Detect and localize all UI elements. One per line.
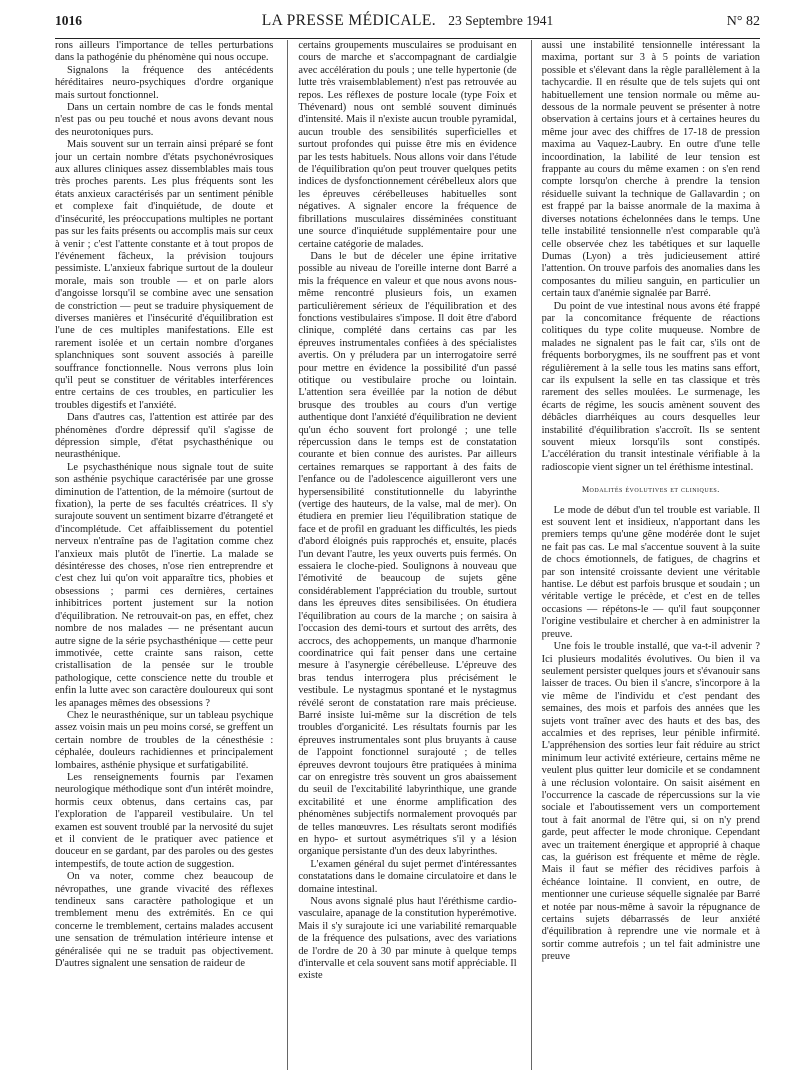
journal-title (175, 12, 640, 30)
paragraph: On va noter, comme chez beaucoup de névropathes, une grande vivacité des réflexes tendineux sans caractère pathologique et un tremblement menu des extrémités. En ce qui concerne le tremblement, certains malades accusent une sensation de trémulation intérieure intense et généralisée qui ne se traduit pas objectivement. D'autres signalent une sensation de raideur de (55, 871, 274, 970)
paragraph: aussi une instabilité tensionnelle intéressant la maxima, portant sur 3 à 5 points de variation possible et s'élevant dans la règle parallèlement à la tachycardie. Il en résulte que de tels sujets qui ont habituellement une tension normale ou même au-dessous de la normale peuvent se présenter à notre observation à certains jours et à certaines heures du même jour avec des chiffres de 17-18 de pression maxima au Vaquez-Laubry. En outre d'une telle incoordination, la labilité de leur tension est frappante au cours du même examen : on s'en rend compte lorsqu'on cherche à prendre la tension résiduelle suivant la technique de Gallavardin ; on est frappé par la baisse anormale de la maxima à diverses notations échelonnées dans le temps. Une telle instabilité tensionnelle n'est comparable qu'à celle observée chez les tabétiques et sur laquelle Dumas (Lyon) a très judicieusement attiré l'attention. On trouve parfois des anomalies dans les composantes du milieu sanguin, en particulier un certain taux d'anémie signalée par Barré. (541, 40, 760, 300)
issue-date: 23 Septembre 1941 (448, 13, 554, 28)
paragraph: Le psychasthénique nous signale tout de suite son asthénie psychique caractérisée par une grosse diminution de l'attention, de la mémoire (surtout de fixation), la perte de ses facultés créatrices. Il s'y surajoute souvent un sentiment bizarre d'étrangeté et d'incomplétude. Cet affaiblissement du potentiel nerveux n'entraîne pas de l'agitation comme chez l'anxieux mais plutôt de l'inertie. La malade se désintéresse des choses, n'ose rien entreprendre et c'est chez lui qu'on voit apparaître tics, phobies et obsessions ; parmi ces dernières, certaines inhibitrices portent justement sur la notion d'équilibration. Ne retrouvait-on pas, en effet, chez nombre de nos malades — ne présentant aucun autre signe de la série psychasthénique — cette peur immotivée, cette crainte sans raison, cette cristallisation de la pensée sur le trouble pathologique, cette conscience nette du trouble et enfin la lutte avec son caractère douloureux qui sont les apanages mêmes des obsessions ? (55, 461, 274, 709)
paragraph: Dans le but de déceler une épine irritative possible au niveau de l'oreille interne dont Barré a mis la fréquence en valeur et que nous avons nous-même rencontré plusieurs fois, un examen particulièrement sérieux de l'équilibration et des fonctions vestibulaires s'impose. Il doit être d'abord clinique, complété dans certains cas par les épreuves instrumentales confiées à des spécialistes avertis. On y préludera par un interrogatoire serré pour mettre en évidence la possibilité d'un passé otitique ou vestibulaire proche ou lointain. L'attention sera éveillée par la notion de début brusque des troubles au cours d'un vertige authentique dont l'anxiété d'équilibration ne devient qu'un écho souvent fort prolongé ; une telle répercussion dans le temps est de constatation courante et bien connue des auristes. Par ailleurs certaines remarques se rapportant à des faits de l'enfance ou de l'adolescence aiguilleront vers une hypersensibilité constitutionnelle du labyrinthe (vertige des hauteurs, de la valse, mal de mer). On étudiera en premier lieu l'équilibration statique de face et de profil en graduant les difficultés, les pieds d'abord éloignés puis rapprochés et, ensuite, placés l'un devant l'autre, les yeux ouverts puis fermés. On essaiera le cloche-pied. Soulignons à nouveau que l'émotivité de beaucoup de sujets gêne considérablement l'appréciation du trouble, surtout dans les épreuves dites sensibilisées. On étudiera l'équilibration au cours de la marche ; on saisira à l'occasion des demi-tours et surtout des arrêts, des accrocs, des achoppements, un manque d'harmonie coordinatrice qui fait penser dans une certaine mesure à l'asynergie cérébelleuse. L'épreuve des bras tendus interrogera plus précisément le vestibule. Le nystagmus spontané et le nystagmus révélé seront de constatation rare mais précieuse. Barré insiste lui-même sur la discrétion de tels troubles d'organicité. Les résultats fournis par les épreuves instrumentales sont plus bruyants à cause de l'appoint fonctionnel surajouté ; de telles épreuves devront toujours être pratiquées à minima car on enregistre très souvent un gros abaissement du seuil de l'excitabilité labyrinthique, une grande excitabilité et une énorme amplification des phénomènes subjectifs normalement provoqués par de telles manœuvres. Les résultats seront modifiés en hypo- et surtout asymétriques s'il y a lésion organique persistante d'un des deux labyrinthes. (298, 250, 517, 858)
section-heading: Modalités évolutives et cliniques. (581, 485, 720, 495)
journal-name: LA PRESSE MÉDICALE. (261, 12, 436, 29)
paragraph: Nous avons signalé plus haut l'éréthisme cardio-vasculaire, apanage de la constitution hyperémotive. Mais il s'y surajoute ici une variabilité remarquable de la fréquence des pulsations, avec des variations de l'ordre de 20 à 30 par minute à quelque temps d'intervalle et cela souvent sans motif appréciable. Il existe (298, 896, 517, 982)
column-left (55, 40, 273, 1070)
paragraph: Dans un certain nombre de cas le fonds mental n'est pas ou peu touché et nous avons devant nous des neurotoniques purs. (55, 102, 274, 138)
column-right (531, 40, 760, 1070)
column-middle (287, 40, 516, 1070)
paragraph: L'examen général du sujet permet d'intéressantes constatations dans le domaine circulatoire et dans le domaine intestinal. (298, 858, 517, 895)
paragraph: Signalons la fréquence des antécédents héréditaires neuro-psychiques d'ordre organique mais surtout fonctionnel. (55, 64, 274, 101)
running-header (55, 12, 760, 39)
page-number: 1016 (55, 13, 82, 28)
article-body (55, 40, 760, 1070)
paragraph: Du point de vue intestinal nous avons été frappé par la concomitance fréquente de réactions colitiques du type colite muqueuse. Nombre de malades ne signalent pas le fait car, s'ils ont de fréquents borborygmes, ils ne souffrent pas et vont régulièrement à la selle tous les matins sans effort, car ils expulsent la selle en tas classique et très rarement des selles moulées. Le surmenage, les écarts de régime, les soucis amènent souvent des débâcles diarrhéiques au cours desquelles leur instabilité d'équilibration s'accroît. Ils se sentent souvent mieux lorsqu'ils sont constipés. L'accélération du transit intestinale vérifiable à la radioscopie vient signer un tel éréthisme intestinal. (541, 300, 760, 473)
paragraph: Mais souvent sur un terrain ainsi préparé se font jour un certain nombre d'états psychonévrosiques aux allures cliniques assez dissemblables mais tous très proches parents. Les plus fréquents sont les états anxieux caractérisés par un sentiment pénible et complexe fait d'inquiétude, de doute et d'insécurité, les préoccupations multiples ne portant pas sur les faits présents ou accomplis mais sur ceux à venir ; c'est l'attente constante et à tout propos de l'événement fâcheux, la prévision toujours pessimiste. L'anxieux fabrique surtout de la douleur morale, mais son trouble — et on parle alors d'angoisse lorsqu'il se combine avec une sensation de constriction — peut se traduire physiquement de diverses manières et l'insécurité d'équilibration est l'une de ces multiples manifestations. Elle est rarement isolée et un certain nombre d'organes splanchniques sont souvent associés à pareille souffrance fonctionnelle. Nous verrons plus loin qu'il peut se constituer de véritables interférences entre certains de ces troubles, en particulier les troubles digestifs et l'anxiété. (55, 139, 274, 411)
paragraph: Chez le neurasthénique, sur un tableau psychique assez voisin mais un peu moins corsé, se greffent un certain nombre de troubles de la cénesthésie : céphalée, douleurs rachidiennes et principalement lombaires, asthénie physique et surfatigabilité. (55, 709, 274, 771)
paragraph: Les renseignements fournis par l'examen neurologique méthodique sont d'un intérêt moindre, hormis ceux obtenus, dans certains cas, par l'exploration de l'appareil vestibulaire. Un tel examen est souvent troublé par la nervosité du sujet et il convient de le pratiquer avec patience et douceur en se gardant, par des paroles ou des gestes intempestifs, de toute action de suggestion. (55, 771, 274, 870)
issue-number: N° 82 (726, 14, 760, 29)
paragraph: Une fois le trouble installé, que va-t-il advenir ? Ici plusieurs modalités évolutives. Ou bien il va seulement persister quelques jours et s'évanouir sans laisser de traces. Ou bien il s'ancre, s'incorpore à la vie même de l'individu et c'est pendant des semaines, des mois et parfois des années que les sujets vont traîner avec des hauts et des bas, des accalmies et des reprises, leur pénible infirmité. L'appréhension des sorties leur fait réduire au strict minimum leur activité extérieure, certains même ne veulent plus quitter leur domicile et se condamnent à une réclusion volontaire. On saisit aisément en l'occurrence la cascade de répercussions sur la vie sociale et l'aboutissement vers un comportement tout à fait anormal de l'être qui, si on n'y prend garde, peut affecter le mode chronique. Cependant avec un traitement énergique et approprié à chaque cas, la guérison est fréquente et même de règle. Mais il faut se méfier des récidives parfois à échéance lointaine. Il convient, en outre, de mentionner une curieuse séquelle signalée par Barré et notée par nous-même à savoir la répugnance de certains sujets débarrassés de leur anxiété d'équilibration à reprendre une vie normale et à sortir comme autrefois ; un tel fait administre une preuve (541, 641, 760, 963)
paragraph: Dans d'autres cas, l'attention est attirée par des phénomènes d'ordre dépressif qu'il s'agisse de dépression simple, d'état psychasthénique ou neurasthénique. (55, 412, 274, 461)
paragraph: Le mode de début d'un tel trouble est variable. Il est souvent lent et insidieux, n'apportant dans les premiers temps qu'une gêne modérée dont le sujet ne fait pas cas. Le mal s'accentue souvent à la suite de chocs émotionnels, de fatigues, de chagrins et par son intensité croissante devient une véritable hantise. Le début est parfois brusque et soudain ; un véritable vertige le précède, et c'est en de telles occasions — répétons-le — qu'il faut soupçonner l'origine vestibulaire et chercher à en administrer la preuve. (541, 504, 760, 640)
paragraph: certains groupements musculaires se produisant en cours de marche et s'accompagnant de cardialgie avec accélération du pouls ; une telle hypertonie (de lutte très vraisemblablement) n'est pas retrouvée au repos. Les réflexes de posture locale (type Foix et Thévenard) nous ont semblé souvent diminués d'intensité. Mais il n'existe aucun trouble pyramidal, aucun trouble des sensibilités superficielles et surtout profondes qui puisse être mis en évidence par les tests habituels. Nous allons voir dans l'étude de l'équilibration qu'on peut trouver quelques petits indices de dysfonctionnement cérébelleux alors que les épreuves cérébelleuses habituelles sont négatives. A signaler encore la fréquence de fibrillations musculaires disséminées constituant une source d'inquiétude supplémentaire pour une certaine catégorie de malades. (298, 40, 517, 250)
paragraph: rons ailleurs l'importance de telles perturbations dans la pathogénie du phénomène qui nous occupe. (55, 40, 274, 64)
